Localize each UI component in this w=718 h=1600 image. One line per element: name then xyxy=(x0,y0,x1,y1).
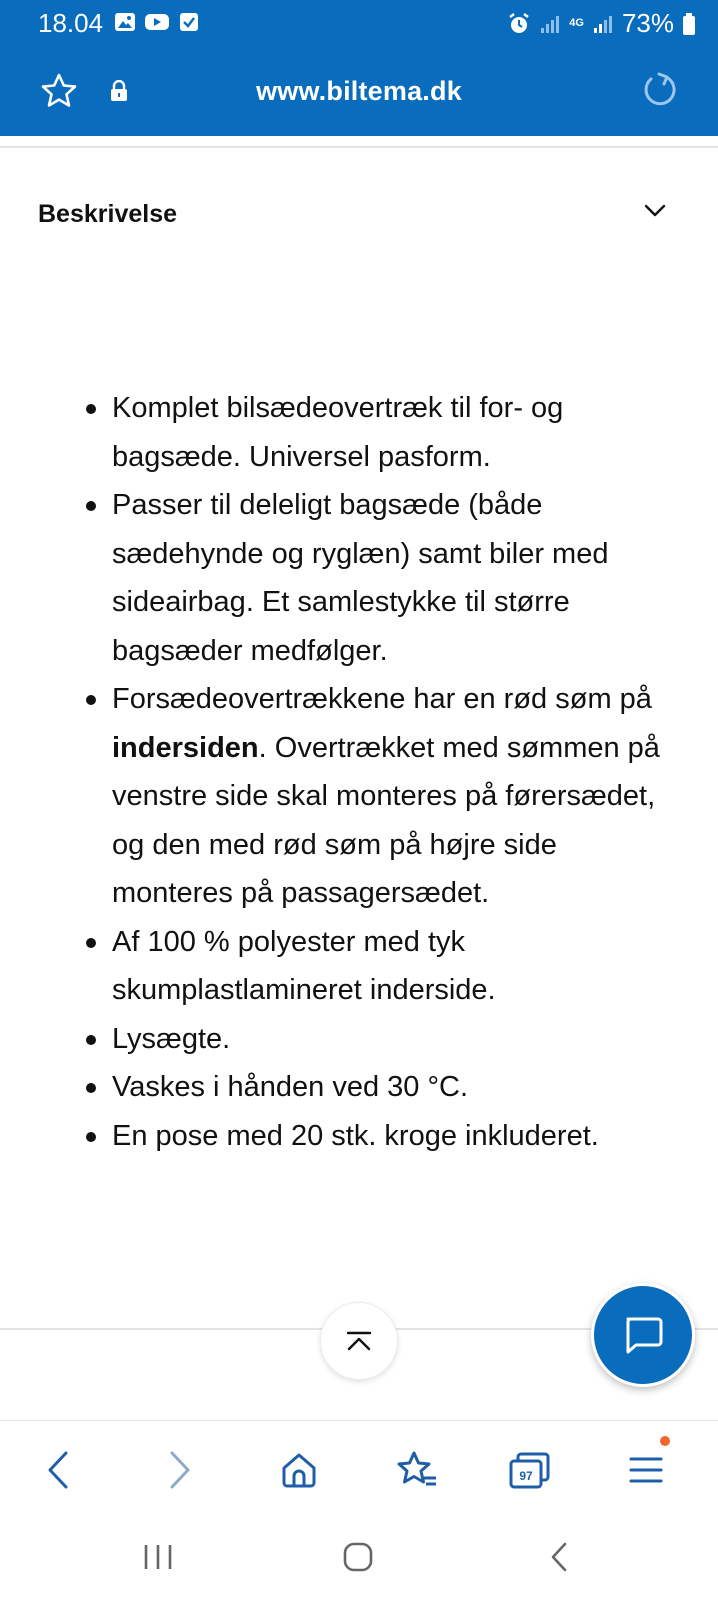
forward-arrow-icon xyxy=(168,1450,192,1490)
notification-icons xyxy=(114,11,200,33)
section-title[interactable]: Beskrivelse xyxy=(38,200,178,228)
hamburger-menu-icon xyxy=(628,1454,664,1486)
list-item: Af 100 % polyester med tyk skumplastlamineret inderside. xyxy=(112,918,672,1015)
list-item-text: . Overtrækket med sømmen på venstre side skal monteres på førersædet, og den med rød søm på højre side monteres på passagersædet. xyxy=(112,731,660,909)
home-button[interactable] xyxy=(269,1440,329,1500)
back-nav-icon[interactable] xyxy=(548,1541,570,1573)
forward-button[interactable] xyxy=(150,1440,210,1500)
bookmarks-button[interactable] xyxy=(387,1440,447,1500)
url-text[interactable]: www.biltema.dk xyxy=(256,76,462,106)
list-item-bold-text: indersiden xyxy=(112,731,259,764)
menu-button[interactable] xyxy=(616,1440,676,1500)
back-arrow-icon xyxy=(46,1450,70,1490)
bookmarks-star-icon xyxy=(396,1450,438,1490)
alarm-icon xyxy=(507,12,531,36)
chevron-up-icon xyxy=(345,1330,373,1352)
chat-button[interactable] xyxy=(591,1283,695,1387)
gallery-icon xyxy=(114,11,136,33)
status-right xyxy=(507,8,696,39)
signal-icon xyxy=(539,13,561,35)
chat-icon xyxy=(620,1312,666,1358)
system-nav-bar xyxy=(0,1520,718,1600)
scroll-to-top-button[interactable] xyxy=(320,1302,398,1380)
notification-dot xyxy=(660,1436,670,1446)
recent-apps-icon[interactable] xyxy=(141,1542,175,1572)
network-type: 4G xyxy=(569,17,584,29)
tabs-button[interactable] xyxy=(500,1440,560,1500)
browser-bottom-nav xyxy=(0,1422,718,1514)
battery-icon xyxy=(682,12,696,36)
list-item: Vaskes i hånden ved 30 °C. xyxy=(112,1063,672,1112)
list-item xyxy=(112,675,672,918)
list-item: Komplet bilsædeovertræk til for- og bagsæde. Universel pasform. xyxy=(112,384,672,481)
description-list xyxy=(112,384,672,1160)
browser-top-bar xyxy=(0,0,718,136)
list-item: Lysægte. xyxy=(112,1015,672,1064)
tabs-icon xyxy=(508,1450,552,1490)
checkbox-notification-icon xyxy=(178,11,200,33)
youtube-icon xyxy=(144,11,170,33)
battery-percent: 73% xyxy=(621,8,674,38)
status-time: 18.04 xyxy=(38,8,104,38)
home-icon xyxy=(279,1450,319,1490)
signal-icon-2 xyxy=(592,13,614,35)
status-bar xyxy=(0,0,718,50)
list-item: Passer til deleligt bagsæde (både sædehynde og ryglæn) samt biler med sideairbag. Et samlestykke til større bagsæder medfølger. xyxy=(112,481,672,675)
list-item: En pose med 20 stk. kroge inkluderet. xyxy=(112,1112,672,1161)
list-item-text: Forsædeovertrækkene har en rød søm på xyxy=(112,683,652,715)
tabs-count: 97 xyxy=(519,1469,533,1483)
reload-icon[interactable] xyxy=(640,70,680,110)
home-nav-icon[interactable] xyxy=(342,1541,374,1573)
bottom-nav-divider xyxy=(0,1420,718,1421)
address-bar[interactable] xyxy=(0,56,718,126)
chevron-down-icon[interactable] xyxy=(644,204,666,218)
back-button[interactable] xyxy=(28,1440,88,1500)
content-divider xyxy=(0,146,718,148)
